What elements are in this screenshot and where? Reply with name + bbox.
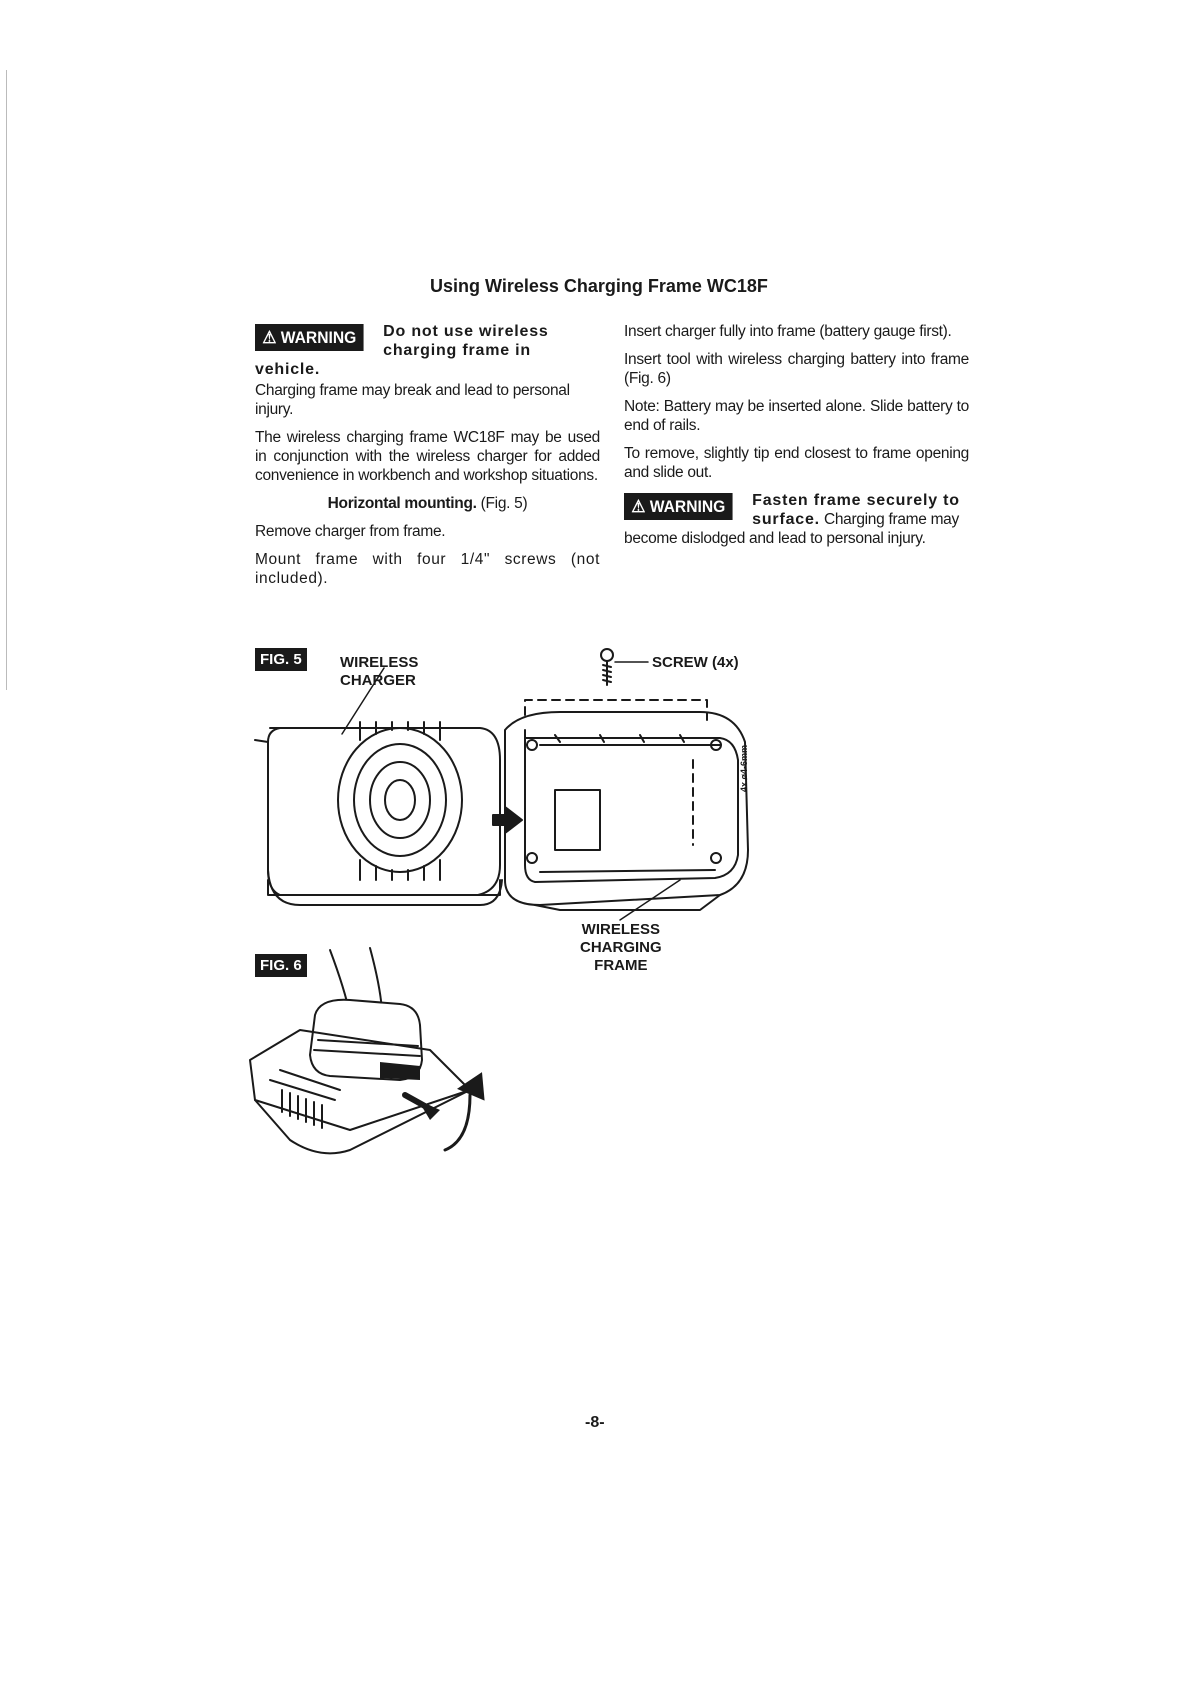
- step-insert-charger: Insert charger fully into frame (battery gauge first).: [624, 323, 952, 340]
- warning-fasten: [624, 491, 969, 548]
- warning-vehicle: [255, 322, 600, 379]
- step-remove-charger: Remove charger from frame.: [255, 523, 446, 540]
- callout-screw: SCREW (4x): [652, 654, 739, 671]
- warning-badge: ⚠ WARNING: [624, 493, 733, 520]
- callout-wireless-charging-frame: WIRELESS CHARGING FRAME: [580, 921, 662, 974]
- warning-heading: Fasten frame securely to surface.: [752, 492, 960, 528]
- warning-badge: ⚠ WARNING: [255, 324, 364, 351]
- note-battery: Note: Battery may be inserted alone. Slide battery to end of rails.: [624, 398, 969, 434]
- fig5-label: FIG. 5: [255, 648, 307, 671]
- page-number: -8-: [585, 1414, 605, 1431]
- callout-wireless-charger: WIRELESS CHARGER: [340, 654, 419, 689]
- step-mount-frame: Mount frame with four 1/4" screws (not included).: [255, 551, 600, 587]
- right-column: [624, 322, 969, 550]
- step-insert-tool: Insert tool with wireless charging battery into frame (Fig. 6): [624, 351, 969, 387]
- intro-paragraph: The wireless charging frame WC18F may be used in conjunction with the wireless charger for added convenience in workbench and workshop situations.: [255, 429, 600, 484]
- warning-text: Charging frame may break and lead to personal injury.: [255, 382, 570, 418]
- page-title: Using Wireless Charging Frame WC18F: [430, 276, 768, 296]
- left-column: [255, 322, 600, 597]
- charging-frame-drawing: [505, 712, 748, 920]
- section-subheading: Horizontal mounting. (Fig. 5): [327, 495, 528, 512]
- fig6-label: FIG. 6: [255, 954, 307, 977]
- scan-edge-line: [6, 70, 7, 690]
- frame-side-text: 4x ø4-6mm: [739, 744, 749, 792]
- removal-instructions: To remove, slightly tip end closest to frame opening and slide out.: [624, 445, 969, 481]
- screw-icon: [601, 649, 648, 685]
- warning-text: Charging frame may become dislodged and lead to personal injury.: [624, 511, 959, 547]
- wireless-charger-drawing: [255, 668, 502, 905]
- vent-slots: [282, 1090, 322, 1128]
- warning-heading: Do not use wireless charging frame in vehicle.: [255, 323, 549, 378]
